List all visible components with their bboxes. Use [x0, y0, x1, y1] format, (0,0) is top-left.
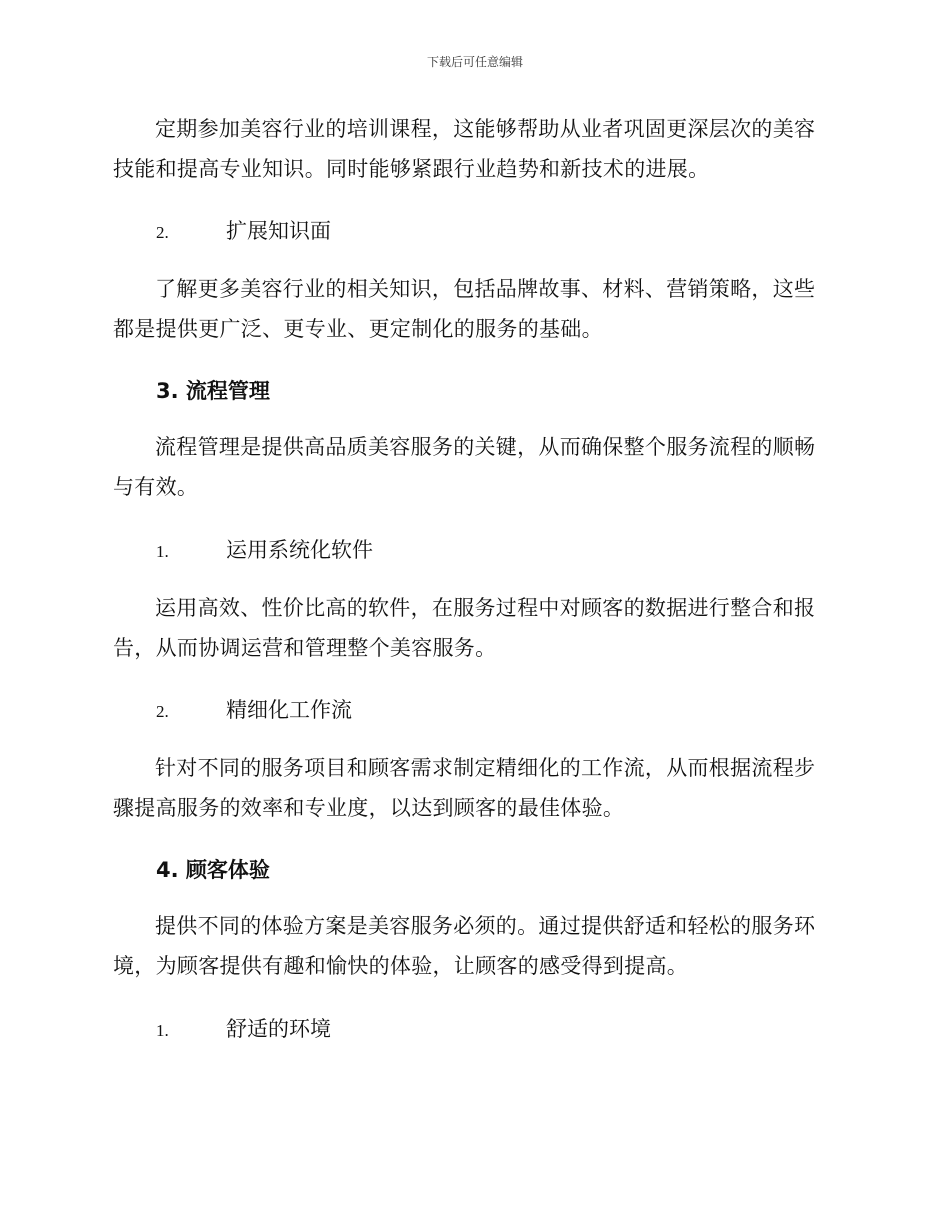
list-number: 1.: [156, 542, 169, 561]
list-item-label: 精细化工作流: [226, 698, 352, 722]
list-item-label: 扩展知识面: [226, 219, 331, 243]
list-number: 1.: [156, 1021, 169, 1040]
paragraph-experience: 提供不同的体验方案是美容服务必须的。通过提供舒适和轻松的服务环境，为顾客提供有趣和愉快的体验，让顾客的感受得到提高。: [113, 914, 816, 978]
paragraph-software: 运用高效、性价比高的软件，在服务过程中对顾客的数据进行整合和报告，从而协调运营和管理整个美容服务。: [113, 596, 816, 660]
section-heading-experience: 4. 顾客体验: [156, 858, 270, 882]
paragraph-process: 流程管理是提供高品质美容服务的关键，从而确保整个服务流程的顺畅与有效。: [113, 435, 816, 499]
page-header: 下载后可任意编辑: [426, 55, 523, 69]
paragraph-training: 定期参加美容行业的培训课程，这能够帮助从业者巩固更深层次的美容技能和提高专业知识。同时能够紧跟行业趋势和新技术的进展。: [113, 117, 816, 181]
paragraph-workflow: 针对不同的服务项目和顾客需求制定精细化的工作流，从而根据流程步骤提高服务的效率和专业度，以达到顾客的最佳体验。: [113, 756, 816, 820]
list-number: 2.: [156, 223, 169, 242]
list-number: 2.: [156, 702, 169, 721]
list-item-software: [156, 535, 373, 567]
list-item-label: 舒适的环境: [226, 1017, 331, 1041]
list-item-environment: [156, 1014, 331, 1046]
list-item-label: 运用系统化软件: [226, 538, 373, 562]
list-item-expand-knowledge: [156, 216, 331, 248]
list-item-workflow: [156, 695, 352, 727]
section-heading-process: 3. 流程管理: [156, 379, 270, 403]
paragraph-knowledge: 了解更多美容行业的相关知识，包括品牌故事、材料、营销策略，这些都是提供更广泛、更专业、更定制化的服务的基础。: [113, 277, 816, 341]
